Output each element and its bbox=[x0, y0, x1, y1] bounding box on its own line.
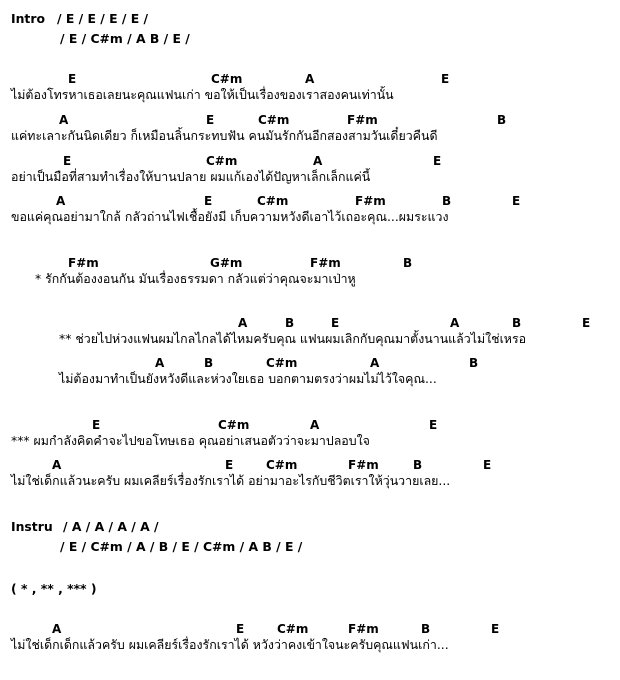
chord: A bbox=[370, 356, 380, 370]
chord: E bbox=[236, 622, 245, 636]
chord: E bbox=[225, 458, 234, 472]
chord: E bbox=[204, 194, 213, 208]
chord: E bbox=[331, 316, 340, 330]
chord: A bbox=[310, 418, 320, 432]
instru-chords-line-1: / A / A / A / A / bbox=[63, 519, 159, 534]
lyric-text: ไม่ใช่เด็กเด็กแล้วครับ ผมเคลียร์เรื่องรักเราได้ หวังว่าคงเข้าใจนะครับคุณแฟนเก่า... bbox=[11, 637, 449, 652]
lyric-text: *** ผมกำลังคิดคำจะไปขอโทษเธอ คุณอย่าเสนอตัวว่าจะมาปลอบใจ bbox=[11, 433, 370, 448]
instru-label: Instru bbox=[11, 519, 53, 534]
chord: B bbox=[285, 316, 295, 330]
chord: E bbox=[441, 72, 450, 86]
lyric-text: อย่าเป็นมือที่สามทำเรื่องให้บานปลาย ผมแก้เองได้ปัญหาเล็กเล็กแค่นี้ bbox=[11, 169, 371, 184]
chord: E bbox=[429, 418, 438, 432]
lyric-text: ไม่ใช่เด็กแล้วนะครับ ผมเคลียร์เรื่องรักเราได้ อย่ามาอะไรกับชีวิตเราให้วุ่นวายเลย... bbox=[11, 473, 451, 488]
intro-chords-line-1: / E / E / E / E / bbox=[57, 11, 148, 26]
chord: C#m bbox=[257, 194, 289, 208]
chord: B bbox=[413, 458, 423, 472]
repeat-note: ( * , ** , *** ) bbox=[11, 581, 97, 596]
chord: B bbox=[512, 316, 522, 330]
lyric-text: ไม่ต้องมาทำเป็นยังหวังดีและห่วงใยเธอ บอกตามตรงว่าผมไม่ไว้ใจคุณ... bbox=[59, 371, 437, 386]
chord: B bbox=[403, 256, 413, 270]
lyric-text: ขอแค่คุณอย่ามาใกล้ กลัวถ่านไฟเชื้อยังมี เก็บความหวังดีเอาไว้เถอะคุณ...ผมระแวง bbox=[11, 209, 449, 224]
lyric-text: ไม่ต้องโทรหาเธอเลยนะคุณแฟนเก่า ขอให้เป็นเรื่องของเราสองคนเท่านั้น bbox=[11, 87, 394, 102]
chord: C#m bbox=[211, 72, 243, 86]
chord: F#m bbox=[348, 622, 379, 636]
chord: F#m bbox=[355, 194, 386, 208]
chord: E bbox=[512, 194, 521, 208]
lyric-text: ** ช่วยไปห่วงแฟนผมไกลไกลได้ไหมครับคุณ แฟนผมเลิกกับคุณมาตั้งนานแล้วไม่ใช่เหรอ bbox=[59, 331, 527, 346]
chord: A bbox=[450, 316, 460, 330]
chord: C#m bbox=[277, 622, 309, 636]
chord: E bbox=[206, 113, 215, 127]
lyric-text: แค่ทะเลาะกันนิดเดียว ก็เหมือนลิ้นกระทบฟัน คนมันรักกันอีกสองสามวันเดี๋ยวคืนดี bbox=[11, 128, 438, 143]
chord: F#m bbox=[347, 113, 378, 127]
chord: C#m bbox=[258, 113, 290, 127]
chord: A bbox=[238, 316, 248, 330]
chord: A bbox=[305, 72, 315, 86]
chord: E bbox=[582, 316, 591, 330]
chord: B bbox=[204, 356, 214, 370]
chord: E bbox=[63, 154, 72, 168]
chord: A bbox=[52, 458, 62, 472]
chord: A bbox=[155, 356, 165, 370]
lyric-text: * รักกันต้องงอนกัน มันเรื่องธรรมดา กลัวแต่ว่าคุณจะมาเป่าหู bbox=[35, 271, 356, 286]
chord: C#m bbox=[206, 154, 238, 168]
intro-label: Intro bbox=[11, 11, 45, 26]
chord: B bbox=[421, 622, 431, 636]
chord: B bbox=[497, 113, 507, 127]
chord: G#m bbox=[210, 256, 243, 270]
intro-chords-line-2: / E / C#m / A B / E / bbox=[60, 31, 190, 46]
chord: C#m bbox=[266, 356, 298, 370]
chord: B bbox=[469, 356, 479, 370]
chord: C#m bbox=[218, 418, 250, 432]
chord: E bbox=[92, 418, 101, 432]
chord: E bbox=[483, 458, 492, 472]
instru-chords-line-2: / E / C#m / A / B / E / C#m / A B / E / bbox=[60, 539, 303, 554]
chord: A bbox=[59, 113, 69, 127]
chord: B bbox=[442, 194, 452, 208]
chord: F#m bbox=[310, 256, 341, 270]
chord: E bbox=[68, 72, 77, 86]
chord: F#m bbox=[68, 256, 99, 270]
chord: C#m bbox=[266, 458, 298, 472]
chord: F#m bbox=[348, 458, 379, 472]
chord: A bbox=[56, 194, 66, 208]
chord: E bbox=[491, 622, 500, 636]
chord: A bbox=[52, 622, 62, 636]
chord: A bbox=[313, 154, 323, 168]
chord: E bbox=[433, 154, 442, 168]
